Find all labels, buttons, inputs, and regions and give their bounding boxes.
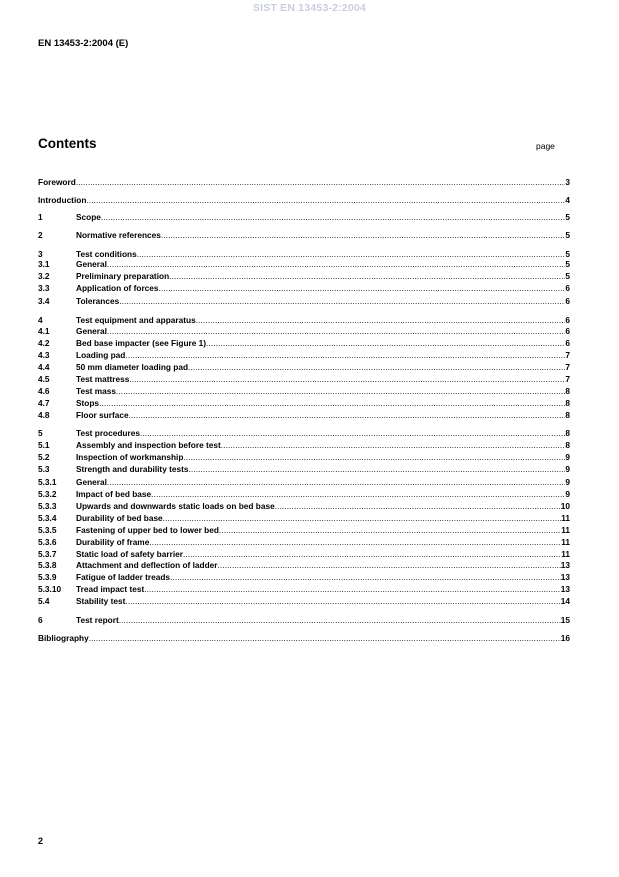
toc-entry[interactable] xyxy=(38,440,570,450)
toc-section-title: Stops xyxy=(76,398,100,408)
toc-page-number: 5 xyxy=(565,271,570,281)
toc-leader-dots xyxy=(140,428,565,438)
toc-entry[interactable] xyxy=(38,513,570,523)
toc-section-number: 4 xyxy=(38,315,43,325)
toc-leader-dots xyxy=(149,537,561,547)
toc-section-number: 5.3.6 xyxy=(38,537,57,547)
toc-section-number: 6 xyxy=(38,615,43,625)
toc-section-title: Scope xyxy=(76,212,101,222)
toc-leader-dots xyxy=(129,374,565,384)
toc-section-number: 5.3.5 xyxy=(38,525,57,535)
toc-section-number: 3.1 xyxy=(38,259,50,269)
toc-section-title: Foreword xyxy=(38,177,76,187)
toc-section-title: Tolerances xyxy=(76,296,120,306)
toc-entry[interactable] xyxy=(38,501,570,511)
toc-entry[interactable] xyxy=(38,374,570,384)
toc-section-title: Preliminary preparation xyxy=(76,271,170,281)
toc-entry[interactable] xyxy=(38,477,570,487)
toc-page-number: 3 xyxy=(565,177,570,187)
toc-leader-dots xyxy=(163,513,562,523)
contents-heading: Contents xyxy=(38,136,97,151)
toc-leader-dots xyxy=(107,259,565,269)
toc-section-title: Test equipment and apparatus xyxy=(76,315,196,325)
toc-leader-dots xyxy=(125,350,565,360)
toc-page-number: 13 xyxy=(560,572,570,582)
toc-entry[interactable] xyxy=(38,428,570,438)
toc-entry[interactable] xyxy=(38,464,570,474)
toc-page-number: 11 xyxy=(561,537,570,547)
toc-section-title: General xyxy=(76,326,107,336)
toc-page-number: 7 xyxy=(565,374,570,384)
toc-leader-dots xyxy=(107,477,565,487)
toc-page-number: 8 xyxy=(565,386,570,396)
toc-page-number: 13 xyxy=(560,560,570,570)
toc-page-number: 5 xyxy=(565,230,570,240)
toc-page-number: 8 xyxy=(565,398,570,408)
toc-section-number: 5.3 xyxy=(38,464,50,474)
toc-entry[interactable] xyxy=(38,452,570,462)
toc-page-number: 6 xyxy=(565,338,570,348)
toc-entry[interactable] xyxy=(38,584,570,594)
toc-section-number: 5.2 xyxy=(38,452,50,462)
toc-page-number: 11 xyxy=(561,549,570,559)
toc-section-number: 5.1 xyxy=(38,440,50,450)
toc-section-number: 4.1 xyxy=(38,326,50,336)
toc-section-title: Static load of safety barrier xyxy=(76,549,183,559)
toc-leader-dots xyxy=(188,464,565,474)
toc-page-number: 13 xyxy=(560,584,570,594)
page-number: 2 xyxy=(38,836,44,846)
toc-leader-dots xyxy=(196,315,566,325)
toc-leader-dots xyxy=(99,398,565,408)
toc-section-number: 4.7 xyxy=(38,398,50,408)
toc-leader-dots xyxy=(183,549,561,559)
toc-entry[interactable] xyxy=(38,259,570,269)
toc-entry[interactable] xyxy=(38,549,570,559)
toc-leader-dots xyxy=(119,615,561,625)
toc-section-title: Normative references xyxy=(76,230,161,240)
toc-leader-dots xyxy=(129,410,566,420)
toc-section-title: Inspection of workmanship xyxy=(76,452,184,462)
toc-leader-dots xyxy=(170,572,561,582)
toc-section-title: Application of forces xyxy=(76,283,159,293)
toc-leader-dots xyxy=(159,283,566,293)
toc-section-title: Floor surface xyxy=(76,410,129,420)
toc-section-number: 4.6 xyxy=(38,386,50,396)
toc-entry[interactable] xyxy=(38,177,570,187)
toc-leader-dots xyxy=(101,212,565,222)
toc-entry[interactable] xyxy=(38,633,570,643)
toc-page-number: 6 xyxy=(565,326,570,336)
toc-entry[interactable] xyxy=(38,615,570,625)
toc-page-number: 5 xyxy=(565,212,570,222)
document-id: EN 13453-2:2004 (E) xyxy=(38,38,129,49)
toc-page-number: 11 xyxy=(561,525,570,535)
toc-page-number: 9 xyxy=(565,452,570,462)
toc-leader-dots xyxy=(86,195,565,205)
toc-section-title: Test conditions xyxy=(76,249,137,259)
toc-entry[interactable] xyxy=(38,537,570,547)
toc-entry[interactable] xyxy=(38,489,570,499)
toc-section-number: 2 xyxy=(38,230,43,240)
toc-leader-dots xyxy=(125,596,560,606)
toc-page-number: 15 xyxy=(560,615,570,625)
toc-entry[interactable] xyxy=(38,326,570,336)
toc-entry[interactable] xyxy=(38,596,570,606)
toc-page-number: 6 xyxy=(565,296,570,306)
toc-page-number: 5 xyxy=(565,249,570,259)
toc-section-title: Attachment and deflection of ladder xyxy=(76,560,218,570)
toc-section-number: 5.3.8 xyxy=(38,560,57,570)
toc-entry[interactable] xyxy=(38,572,570,582)
toc-section-number: 3.2 xyxy=(38,271,50,281)
toc-section-title: General xyxy=(76,259,107,269)
toc-section-number: 5.3.1 xyxy=(38,477,57,487)
toc-entry[interactable] xyxy=(38,398,570,408)
toc-section-title: Tread impact test xyxy=(76,584,145,594)
toc-section-number: 5.3.2 xyxy=(38,489,57,499)
toc-section-title: 50 mm diameter loading pad xyxy=(76,362,189,372)
toc-page-number: 6 xyxy=(565,283,570,293)
toc-leader-dots xyxy=(119,296,565,306)
toc-section-number: 4.4 xyxy=(38,362,50,372)
toc-entry[interactable] xyxy=(38,410,570,420)
toc-leader-dots xyxy=(219,525,561,535)
toc-page-number: 9 xyxy=(565,489,570,499)
toc-page-number: 7 xyxy=(565,350,570,360)
toc-leader-dots xyxy=(275,501,561,511)
toc-leader-dots xyxy=(221,440,566,450)
toc-page-number: 9 xyxy=(565,477,570,487)
toc-page-number: 10 xyxy=(560,501,570,511)
toc-entry[interactable] xyxy=(38,560,570,570)
toc-section-title: Stability test xyxy=(76,596,126,606)
toc-leader-dots xyxy=(107,326,565,336)
toc-leader-dots xyxy=(89,633,561,643)
toc-page-number: 5 xyxy=(565,259,570,269)
toc-section-title: Impact of bed base xyxy=(76,489,152,499)
toc-entry[interactable] xyxy=(38,249,570,259)
toc-leader-dots xyxy=(206,338,565,348)
toc-section-number: 4.3 xyxy=(38,350,50,360)
toc-page-number: 8 xyxy=(565,440,570,450)
toc-section-title: General xyxy=(76,477,107,487)
toc-section-number: 5.3.10 xyxy=(38,584,62,594)
toc-section-number: 4.8 xyxy=(38,410,50,420)
toc-section-number: 4.2 xyxy=(38,338,50,348)
toc-section-number: 5.4 xyxy=(38,596,50,606)
toc-section-number: 1 xyxy=(38,212,43,222)
toc-leader-dots xyxy=(144,584,561,594)
toc-section-title: Upwards and downwards static loads on bed base xyxy=(76,501,275,511)
toc-entry[interactable] xyxy=(38,195,570,205)
toc-section-title: Bed base impacter (see Figure 1) xyxy=(76,338,207,348)
toc-section-title: Fastening of upper bed to lower bed xyxy=(76,525,219,535)
toc-page-number: 9 xyxy=(565,464,570,474)
toc-page-number: 11 xyxy=(561,513,570,523)
toc-entry[interactable] xyxy=(38,212,570,222)
toc-section-title: Durability of frame xyxy=(76,537,150,547)
toc-section-number: 3 xyxy=(38,249,43,259)
toc-page-number: 8 xyxy=(565,428,570,438)
toc-page-number: 8 xyxy=(565,410,570,420)
toc-entry[interactable] xyxy=(38,338,570,348)
toc-section-title: Test mattress xyxy=(76,374,130,384)
toc-leader-dots xyxy=(161,230,566,240)
toc-section-number: 3.4 xyxy=(38,296,50,306)
toc-section-title: Strength and durability tests xyxy=(76,464,189,474)
toc-entry[interactable] xyxy=(38,386,570,396)
toc-section-title: Test procedures xyxy=(76,428,140,438)
toc-section-title: Test report xyxy=(76,615,119,625)
toc-leader-dots xyxy=(116,386,565,396)
watermark: SIST EN 13453-2:2004 xyxy=(252,2,367,14)
toc-section-number: 4.5 xyxy=(38,374,50,384)
toc-page-number: 16 xyxy=(560,633,570,643)
toc-leader-dots xyxy=(183,452,565,462)
toc-section-title: Fatigue of ladder treads xyxy=(76,572,171,582)
toc-section-number: 5.3.4 xyxy=(38,513,57,523)
toc-entry[interactable] xyxy=(38,271,570,281)
toc-section-number: 5 xyxy=(38,428,43,438)
toc-entry[interactable] xyxy=(38,362,570,372)
toc-leader-dots xyxy=(76,177,566,187)
toc-section-title: Bibliography xyxy=(38,633,89,643)
toc-leader-dots xyxy=(188,362,565,372)
toc-page-number: 4 xyxy=(565,195,570,205)
toc-page-number: 7 xyxy=(565,362,570,372)
toc-leader-dots xyxy=(169,271,565,281)
toc-page-number: 14 xyxy=(560,596,570,606)
toc-section-title: Durability of bed base xyxy=(76,513,163,523)
page-column-label: page xyxy=(536,141,555,151)
toc-entry[interactable] xyxy=(38,525,570,535)
toc-section-number: 3.3 xyxy=(38,283,50,293)
toc-page-number: 6 xyxy=(565,315,570,325)
toc-entry[interactable] xyxy=(38,350,570,360)
toc-section-number: 5.3.7 xyxy=(38,549,57,559)
toc-section-number: 5.3.9 xyxy=(38,572,57,582)
toc-section-title: Loading pad xyxy=(76,350,126,360)
toc-entry[interactable] xyxy=(38,315,570,325)
toc-leader-dots xyxy=(218,560,561,570)
toc-section-number: 5.3.3 xyxy=(38,501,57,511)
toc-entry[interactable] xyxy=(38,230,570,240)
toc-leader-dots xyxy=(151,489,565,499)
toc-section-title: Test mass xyxy=(76,386,116,396)
toc-section-title: Introduction xyxy=(38,195,87,205)
toc-section-title: Assembly and inspection before test xyxy=(76,440,221,450)
toc-entry[interactable] xyxy=(38,296,570,306)
toc-entry[interactable] xyxy=(38,283,570,293)
toc-leader-dots xyxy=(137,249,566,259)
